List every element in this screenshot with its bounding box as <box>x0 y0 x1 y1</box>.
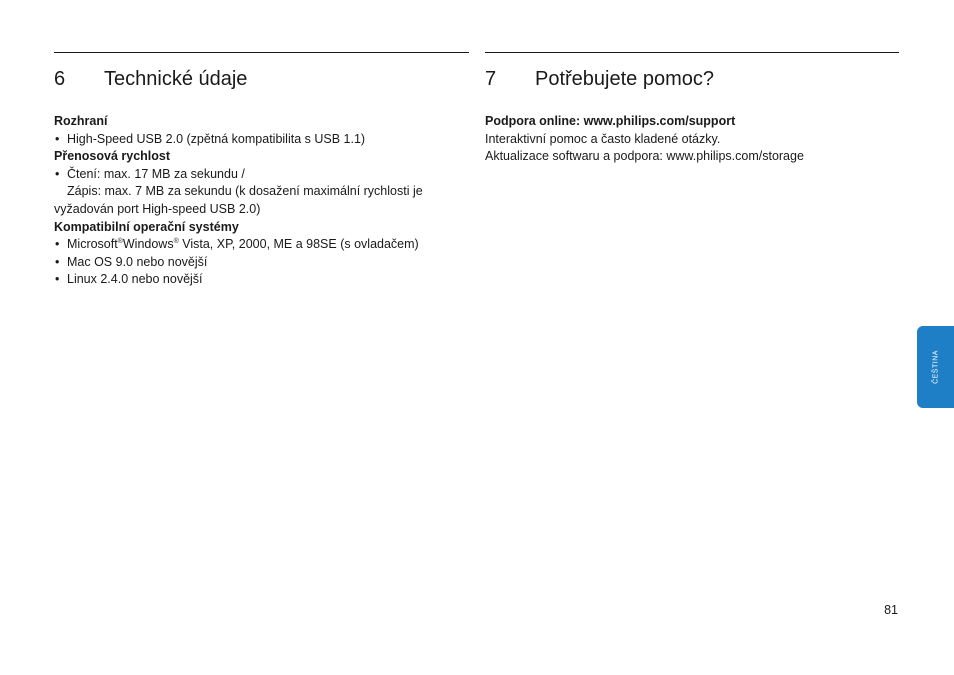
need-help-section <box>485 52 899 166</box>
section-number: 6 <box>54 68 66 90</box>
section-divider <box>54 52 469 53</box>
os-item-mac: Mac OS 9.0 nebo novější <box>67 254 208 269</box>
technical-data-section <box>54 52 469 289</box>
transfer-rate-label: Přenosová rychlost <box>54 149 171 164</box>
language-tab-label: ČEŠTINA <box>932 350 939 384</box>
interface-label: Rozhraní <box>54 114 108 128</box>
os-item-linux: Linux 2.4.0 nebo novější <box>67 272 203 287</box>
section-heading <box>485 68 899 96</box>
list-item <box>54 254 469 272</box>
section-content <box>485 113 899 166</box>
bullet-icon: • <box>55 166 60 181</box>
support-description: Interaktivní pomoc a často kladené otázky. <box>485 131 721 146</box>
os-windows-vendor: Microsoft <box>67 237 118 252</box>
transfer-write-rate-cont: vyžadován port High-speed USB 2.0) <box>54 201 261 216</box>
list-item <box>54 236 469 254</box>
os-label: Kompatibilní operační systémy <box>54 219 239 234</box>
section-title: Technické údaje <box>104 68 248 90</box>
registered-mark: ® <box>173 238 179 245</box>
os-windows-product: Windows <box>122 237 174 252</box>
bullet-icon: • <box>55 237 60 252</box>
online-support-label: Podpora online: www.philips.com/support <box>485 114 736 128</box>
list-item <box>54 166 469 184</box>
registered-mark: ® <box>117 238 123 245</box>
list-item <box>54 131 469 149</box>
page-number: 81 <box>884 603 898 617</box>
list-item <box>54 271 469 289</box>
bullet-icon: • <box>55 131 60 146</box>
language-tab <box>917 326 954 408</box>
bullet-icon: • <box>55 254 60 269</box>
os-windows-versions: Vista, XP, 2000, ME a 98SE (s ovladačem) <box>178 237 419 252</box>
transfer-write-rate: Zápis: max. 7 MB za sekundu (k dosažení maximální rychlosti je <box>67 184 423 199</box>
software-update-info: Aktualizace softwaru a podpora: www.philips.com/storage <box>485 149 804 164</box>
os-item-windows <box>67 237 419 251</box>
transfer-read-rate: Čtení: max. 17 MB za sekundu / <box>67 166 245 181</box>
section-number: 7 <box>485 68 497 90</box>
section-heading <box>54 68 469 96</box>
section-content <box>54 113 469 289</box>
bullet-icon: • <box>55 272 60 287</box>
section-title: Potřebujete pomoc? <box>535 68 715 90</box>
section-divider <box>485 52 899 53</box>
interface-item: High-Speed USB 2.0 (zpětná kompatibilita s USB 1.1) <box>67 131 366 146</box>
